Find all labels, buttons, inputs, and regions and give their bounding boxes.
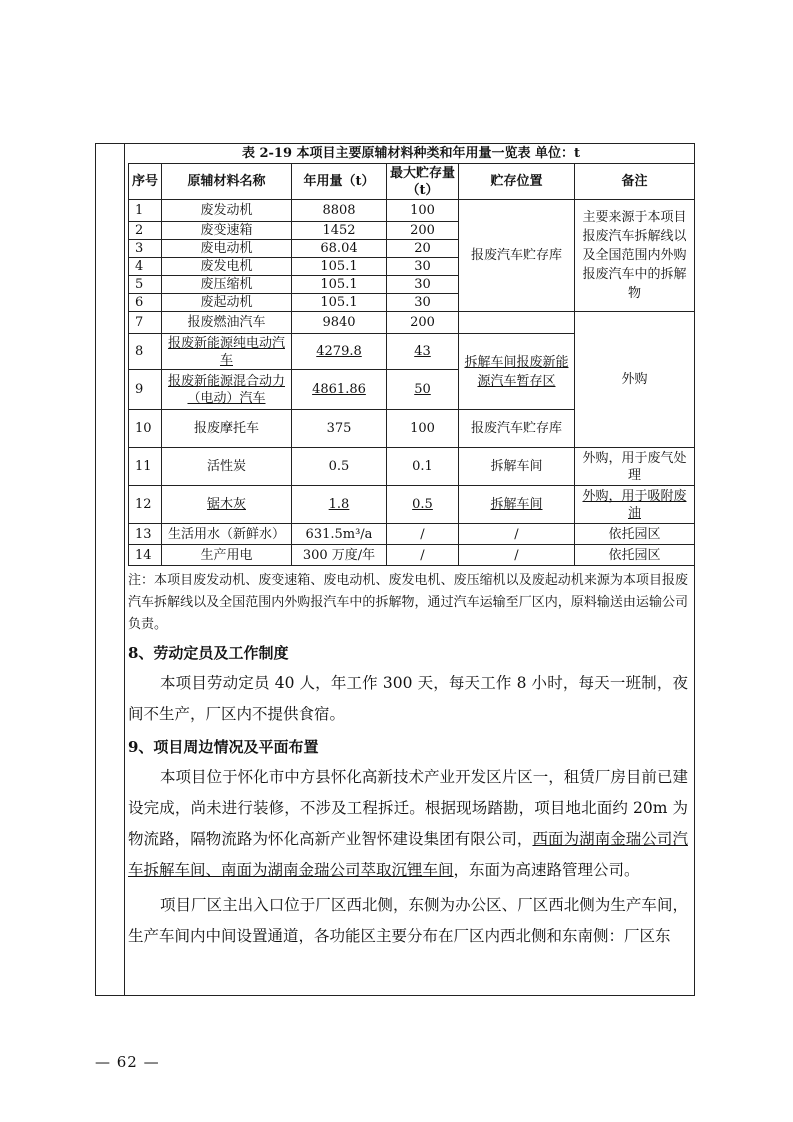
cell-name: 生活用水（新鲜水） (162, 524, 292, 545)
cell-name: 废发动机 (162, 200, 292, 222)
cell-max: 100 (387, 410, 459, 448)
cell-seq: 13 (129, 524, 162, 545)
cell-seq: 11 (129, 448, 162, 486)
cell-seq: 1 (129, 200, 162, 222)
cell-max: 20 (387, 240, 459, 258)
cell-name: 活性炭 (162, 448, 292, 486)
cell-name: 废变速箱 (162, 222, 292, 240)
surroundings-text-start: 本项目位于怀化市中方县怀化高新技术产业开发区片区一，租赁厂房目前已建设完成，尚未进行装修，不涉及工程拆迁。根据现场踏勘，项目地北面约 20m 为物流路，隔物流路为怀化高新产业智怀建设集团有限公司， (128, 768, 688, 848)
table-note: 注：本项目废发动机、废变速箱、废电动机、废发电机、废压缩机以及废起动机来源为本项目报废汽车拆解线以及全国范围内外购报汽车中的拆解物，通过汽车运输至厂区内，原料输送由运输公司负责。 (128, 573, 688, 632)
header-name: 原辅材料名称 (162, 164, 292, 200)
cell-annual: 8808 (292, 200, 387, 222)
cell-remark: 依托园区 (575, 545, 695, 566)
cell-annual: 68.04 (292, 240, 387, 258)
cell-location-group-1: 报废汽车贮存库 (459, 200, 575, 312)
header-seq: 序号 (129, 164, 162, 200)
cell-annual: 9840 (292, 312, 387, 334)
section-9-paragraph-1 (128, 762, 688, 886)
cell-annual: 4861.86 (292, 370, 387, 410)
cell-max: / (387, 524, 459, 545)
cell-seq: 4 (129, 258, 162, 276)
section-8-text: 本项目劳动定员 40 人，年工作 300 天，每天工作 8 小时，每天一班制，夜间不生产，厂区内不提供食宿。 (128, 674, 688, 723)
materials-table (128, 163, 695, 566)
cell-annual: 4279.8 (292, 334, 387, 370)
cell-seq: 7 (129, 312, 162, 334)
header-annual: 年用量（t） (292, 164, 387, 200)
cell-name: 报废新能源纯电动汽车 (162, 334, 292, 370)
table-row (129, 312, 695, 334)
cell-annual: 105.1 (292, 258, 387, 276)
cell-seq: 14 (129, 545, 162, 566)
cell-max: 30 (387, 258, 459, 276)
table-row (129, 486, 695, 524)
cell-seq: 10 (129, 410, 162, 448)
cell-remark: 外购，用于废气处理 (575, 448, 695, 486)
table-header-row (129, 164, 695, 200)
cell-remark: 依托园区 (575, 524, 695, 545)
cell-max: 43 (387, 334, 459, 370)
table-row (129, 200, 695, 222)
section-8-heading: 8、劳动定员及工作制度 (128, 644, 289, 662)
cell-location: 拆解车间 (459, 486, 575, 524)
cell-name: 锯木灰 (162, 486, 292, 524)
cell-max: 200 (387, 312, 459, 334)
cell-name: 生产用电 (162, 545, 292, 566)
cell-annual: 375 (292, 410, 387, 448)
cell-remark-group-2: 外购 (575, 312, 695, 448)
cell-name: 报废新能源混合动力（电动）汽车 (162, 370, 292, 410)
cell-name: 废压缩机 (162, 276, 292, 294)
cell-seq: 9 (129, 370, 162, 410)
section-9-heading: 9、项目周边情况及平面布置 (128, 738, 319, 756)
cell-max: 0.1 (387, 448, 459, 486)
table-row (129, 448, 695, 486)
cell-seq: 2 (129, 222, 162, 240)
cell-location-empty (459, 312, 575, 334)
table-title: 表 2-19 本项目主要原辅材料种类和年用量一览表 单位：t (241, 146, 581, 161)
cell-name: 废发电机 (162, 258, 292, 276)
cell-location: / (459, 545, 575, 566)
table-row (129, 524, 695, 545)
cell-max: 200 (387, 222, 459, 240)
cell-annual: 1452 (292, 222, 387, 240)
cell-location: 报废汽车贮存库 (459, 410, 575, 448)
cell-max: 30 (387, 294, 459, 312)
cell-location-group-2: 拆解车间报废新能源汽车暂存区 (459, 334, 575, 410)
cell-name: 报废燃油汽车 (162, 312, 292, 334)
cell-annual: 0.5 (292, 448, 387, 486)
cell-max: 30 (387, 276, 459, 294)
section-9-paragraph-2: 项目厂区主出入口位于厂区西北侧，东侧为办公区、厂区西北侧为生产车间，生产车间内中间设置通道，各功能区主要分布在厂区内西北侧和东南侧：厂区东 (128, 896, 688, 945)
cell-seq: 12 (129, 486, 162, 524)
cell-seq: 3 (129, 240, 162, 258)
cell-annual: 300 万度/年 (292, 545, 387, 566)
cell-annual: 105.1 (292, 294, 387, 312)
cell-location: / (459, 524, 575, 545)
cell-remark: 外购，用于吸附废油 (575, 486, 695, 524)
cell-max: 0.5 (387, 486, 459, 524)
cell-annual: 1.8 (292, 486, 387, 524)
surroundings-text-underlined: 西面为湖南金瑞公司汽车拆解车间、南面为湖南金瑞公司萃取沉锂车间 (128, 830, 688, 879)
cell-seq: 8 (129, 334, 162, 370)
cell-max: 50 (387, 370, 459, 410)
page-content (128, 145, 694, 952)
cell-max: / (387, 545, 459, 566)
cell-annual: 631.5m³/a (292, 524, 387, 545)
table-row (129, 545, 695, 566)
cell-name: 废起动机 (162, 294, 292, 312)
cell-max: 100 (387, 200, 459, 222)
header-location: 贮存位置 (459, 164, 575, 200)
cell-name: 废电动机 (162, 240, 292, 258)
cell-name: 报废摩托车 (162, 410, 292, 448)
cell-seq: 6 (129, 294, 162, 312)
header-max-storage: 最大贮存量（t） (387, 164, 459, 200)
cell-annual: 105.1 (292, 276, 387, 294)
page-number: — 62 — (95, 1053, 160, 1071)
cell-location: 拆解车间 (459, 448, 575, 486)
cell-remark-group-1: 主要来源于本项目报废汽车拆解线以及全国范围内外购报废汽车中的拆解物 (575, 200, 695, 312)
frame-divider (124, 143, 125, 996)
surroundings-text-end: ，东面为高速路管理公司。 (453, 861, 640, 879)
header-remark: 备注 (575, 164, 695, 200)
cell-seq: 5 (129, 276, 162, 294)
